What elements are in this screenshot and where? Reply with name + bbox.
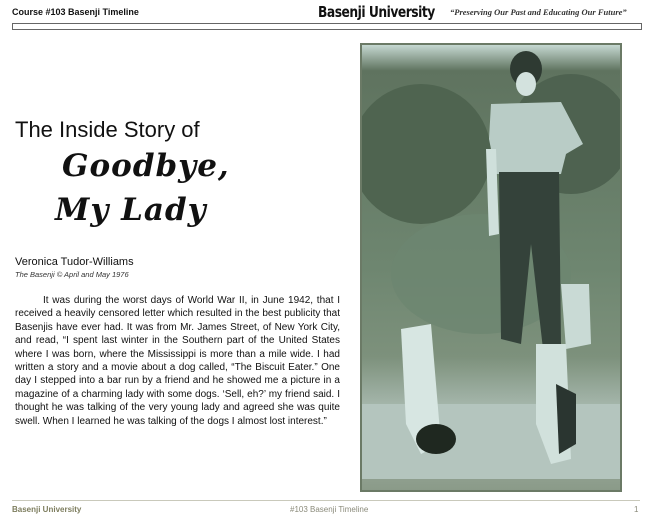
course-title: Course #103 Basenji Timeline [12,7,139,17]
source-citation: The Basenji © April and May 1976 [15,270,129,279]
brand-name: Basenji University [318,3,435,21]
header-bar [12,23,642,30]
article-title-line-1: Goodbye, [62,148,230,184]
article-title-line-2: My Lady [55,192,207,228]
author: Veronica Tudor-Williams [15,256,134,268]
footer-course: #103 Basenji Timeline [290,505,369,514]
article-title-intro: The Inside Story of [15,117,200,142]
footer-brand: Basenji University [12,505,82,514]
photo-woman-with-basenjis [360,43,622,492]
footer-divider [12,500,640,501]
article-body: It was during the worst days of World War II, in June 1942, that I received a heavily censored letter which resulted in the best publicity that Basenjis have ever had. It was from Mr. James Street, of New York City, and read, “I spent last winter in the Southern part of the United States where I was born, where the Mississippi is more than a mile wide. I had written a story and a movie about a dog called, “The Biscuit Eater.” One day I stepped into a bar run by a friend and he showed me a picture in a magazine of a charming lady with some dogs. ‘Sell, eh?’ my friend said. I thought he was talking of the very young lady and agreed she was quite swell. When I learned he was talking of the dogs I almost lost interest.” [15,295,340,427]
page-number: 1 [634,505,639,514]
brand-motto: “Preserving Our Past and Educating Our Future” [450,7,627,17]
